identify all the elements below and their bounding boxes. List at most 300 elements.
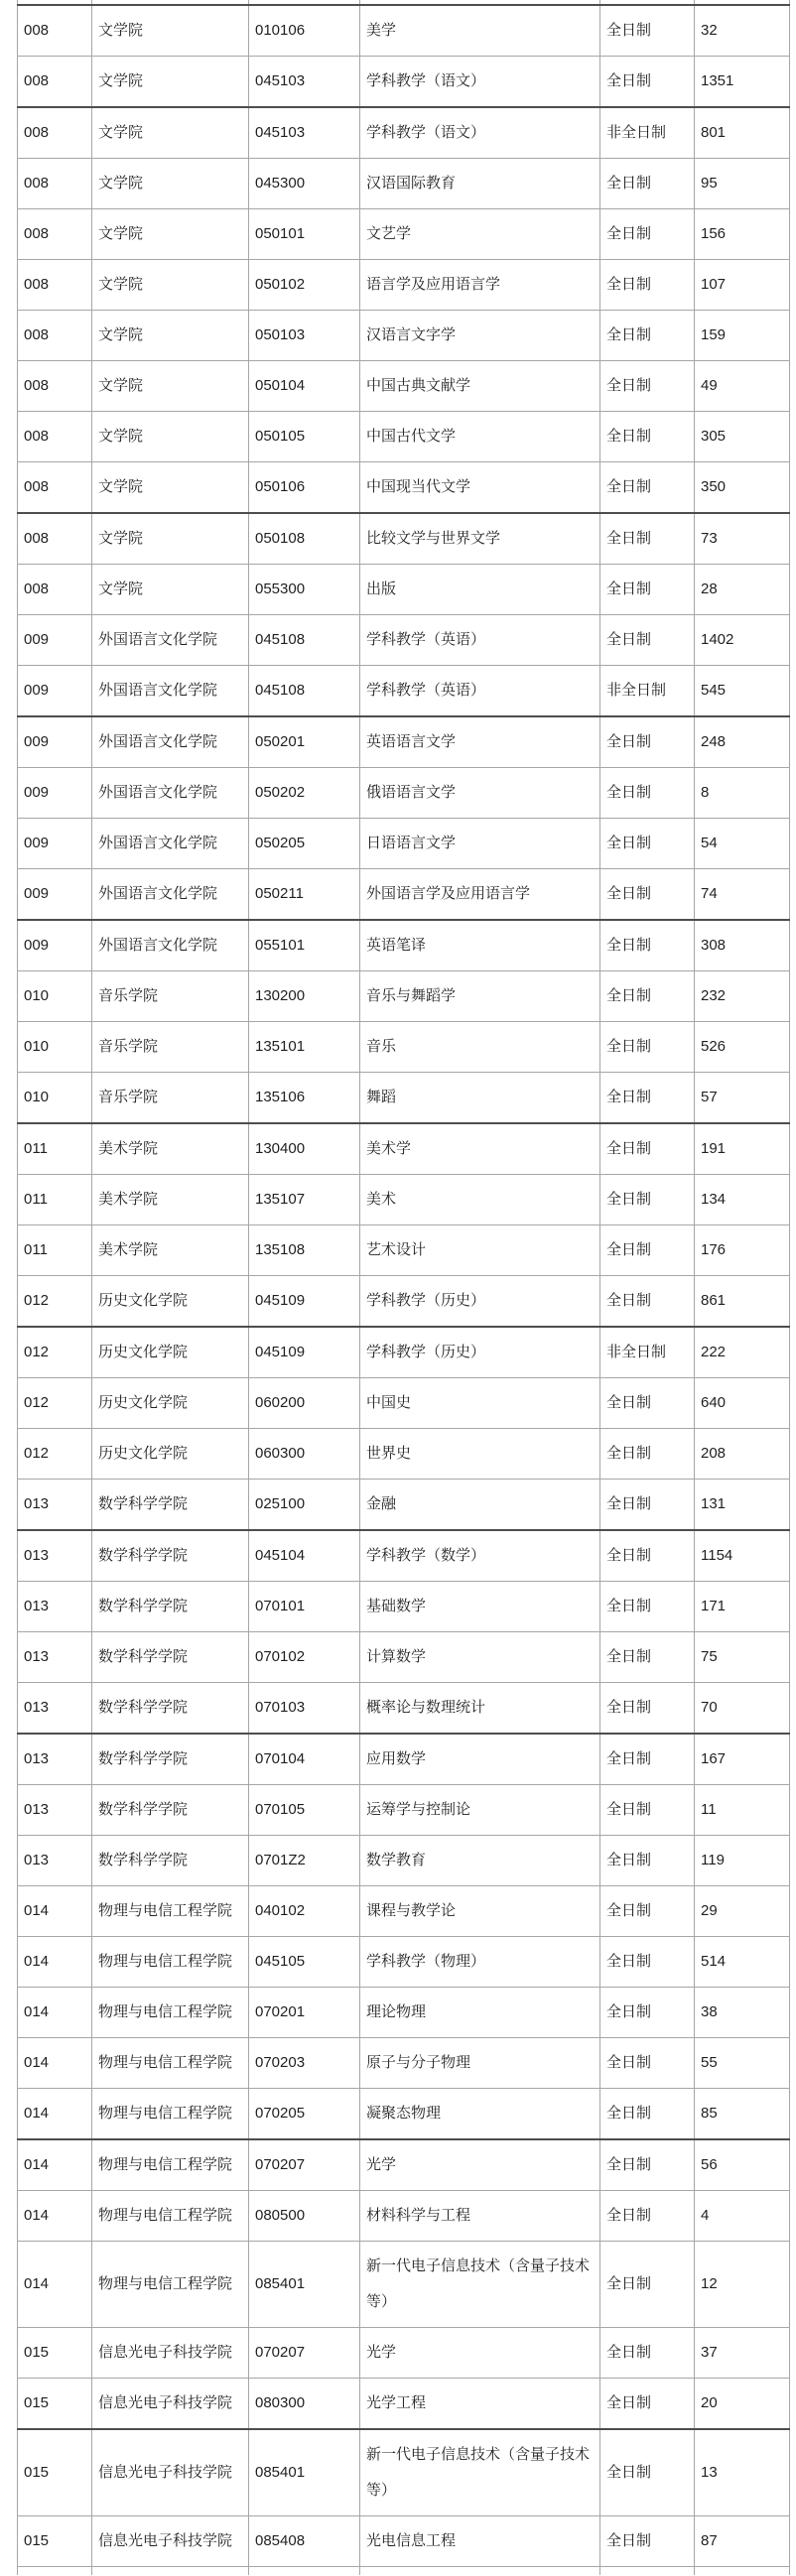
cell-college: 信息光电子科技学院	[92, 2379, 249, 2430]
table-row	[18, 819, 790, 869]
partial-cell	[600, 2567, 695, 2576]
cell-college: 物理与电信工程学院	[92, 2038, 249, 2089]
cell-college: 文学院	[92, 107, 249, 159]
cell-college: 文学院	[92, 159, 249, 209]
cell-college: 信息光电子科技学院	[92, 2328, 249, 2379]
cell-program-code: 085401	[249, 2429, 360, 2516]
cell-study-mode: 全日制	[600, 615, 695, 666]
cell-unit-code: 010	[18, 971, 92, 1022]
cell-study-mode: 全日制	[600, 1022, 695, 1073]
cell-study-mode: 全日制	[600, 1276, 695, 1328]
table-row	[18, 2429, 790, 2516]
cell-program-code: 060200	[249, 1378, 360, 1429]
cell-applicant-count: 208	[695, 1429, 790, 1480]
cell-unit-code: 008	[18, 311, 92, 361]
cell-program-code: 050211	[249, 869, 360, 921]
cell-applicant-count: 640	[695, 1378, 790, 1429]
cell-unit-code: 009	[18, 615, 92, 666]
cell-study-mode: 全日制	[600, 159, 695, 209]
cell-college: 文学院	[92, 311, 249, 361]
table-row	[18, 2089, 790, 2140]
cell-study-mode: 全日制	[600, 819, 695, 869]
cell-unit-code: 011	[18, 1225, 92, 1276]
cell-program-code: 135107	[249, 1175, 360, 1225]
cell-applicant-count: 134	[695, 1175, 790, 1225]
cell-unit-code: 014	[18, 1988, 92, 2038]
cell-program-code: 085401	[249, 2242, 360, 2328]
cell-applicant-count: 73	[695, 513, 790, 565]
cell-program-code: 045104	[249, 1530, 360, 1582]
cell-program-name: 汉语言文字学	[360, 311, 600, 361]
cell-college: 物理与电信工程学院	[92, 2139, 249, 2191]
table-row	[18, 513, 790, 565]
cell-unit-code: 009	[18, 666, 92, 717]
table-row	[18, 5, 790, 57]
table-row	[18, 1836, 790, 1886]
cell-study-mode: 全日制	[600, 2429, 695, 2516]
cell-program-code: 050108	[249, 513, 360, 565]
cell-program-name: 计算数学	[360, 1632, 600, 1683]
table-row	[18, 2328, 790, 2379]
table-row	[18, 666, 790, 717]
cell-applicant-count: 171	[695, 1582, 790, 1632]
cell-college: 物理与电信工程学院	[92, 2089, 249, 2140]
cell-program-code: 050202	[249, 768, 360, 819]
cell-program-code: 070103	[249, 1683, 360, 1735]
cell-college: 外国语言文化学院	[92, 920, 249, 971]
table-row	[18, 1073, 790, 1124]
cell-unit-code: 014	[18, 1886, 92, 1937]
table-row	[18, 1582, 790, 1632]
cell-program-name: 学科教学（数学）	[360, 1530, 600, 1582]
cell-program-code: 130200	[249, 971, 360, 1022]
cell-college: 历史文化学院	[92, 1276, 249, 1328]
cell-applicant-count: 75	[695, 1632, 790, 1683]
cell-program-name: 英语笔译	[360, 920, 600, 971]
cell-college: 外国语言文化学院	[92, 768, 249, 819]
table-row	[18, 2191, 790, 2242]
cell-study-mode: 全日制	[600, 1886, 695, 1937]
cell-study-mode: 全日制	[600, 971, 695, 1022]
cell-college: 信息光电子科技学院	[92, 2429, 249, 2516]
cell-college: 物理与电信工程学院	[92, 1886, 249, 1937]
cell-applicant-count: 131	[695, 1480, 790, 1531]
cell-college: 文学院	[92, 565, 249, 615]
cell-study-mode: 全日制	[600, 2328, 695, 2379]
cell-program-code: 070203	[249, 2038, 360, 2089]
cell-program-code: 085408	[249, 2516, 360, 2567]
cell-applicant-count: 526	[695, 1022, 790, 1073]
cell-program-name: 俄语语言文学	[360, 768, 600, 819]
cell-college: 文学院	[92, 209, 249, 260]
cell-college: 外国语言文化学院	[92, 716, 249, 768]
table-row	[18, 57, 790, 108]
cell-study-mode: 全日制	[600, 1988, 695, 2038]
cell-applicant-count: 514	[695, 1937, 790, 1988]
table-row	[18, 1175, 790, 1225]
cell-program-code: 050102	[249, 260, 360, 311]
cell-study-mode: 全日制	[600, 1429, 695, 1480]
partial-bottom-body	[18, 2567, 790, 2576]
cell-applicant-count: 119	[695, 1836, 790, 1886]
cell-program-name: 光学	[360, 2328, 600, 2379]
cell-unit-code: 008	[18, 361, 92, 412]
cell-applicant-count: 8	[695, 768, 790, 819]
cell-unit-code: 012	[18, 1429, 92, 1480]
cell-college: 文学院	[92, 462, 249, 514]
table-row	[18, 260, 790, 311]
cell-unit-code: 009	[18, 716, 92, 768]
cell-program-code: 070207	[249, 2328, 360, 2379]
cell-college: 文学院	[92, 5, 249, 57]
cell-applicant-count: 107	[695, 260, 790, 311]
cell-study-mode: 全日制	[600, 1073, 695, 1124]
cell-applicant-count: 222	[695, 1327, 790, 1378]
cell-applicant-count: 4	[695, 2191, 790, 2242]
cell-study-mode: 全日制	[600, 1632, 695, 1683]
cell-program-name: 中国现当代文学	[360, 462, 600, 514]
cell-program-name: 艺术设计	[360, 1225, 600, 1276]
table-row	[18, 920, 790, 971]
cell-program-name: 金融	[360, 1480, 600, 1531]
cell-program-name: 世界史	[360, 1429, 600, 1480]
cell-program-name: 中国古代文学	[360, 412, 600, 462]
cell-applicant-count: 350	[695, 462, 790, 514]
cell-unit-code: 015	[18, 2516, 92, 2567]
cell-program-code: 130400	[249, 1123, 360, 1175]
cell-program-name: 文艺学	[360, 209, 600, 260]
cell-unit-code: 008	[18, 5, 92, 57]
cell-program-code: 135101	[249, 1022, 360, 1073]
cell-program-name: 理论物理	[360, 1988, 600, 2038]
cell-program-name: 舞蹈	[360, 1073, 600, 1124]
cell-study-mode: 全日制	[600, 2139, 695, 2191]
table-row	[18, 1734, 790, 1785]
cell-program-code: 080300	[249, 2379, 360, 2430]
cell-college: 数学科学学院	[92, 1530, 249, 1582]
partial-cell	[18, 2567, 92, 2576]
cell-applicant-count: 191	[695, 1123, 790, 1175]
cell-program-code: 050205	[249, 819, 360, 869]
cell-program-name: 美术	[360, 1175, 600, 1225]
cell-program-code: 040102	[249, 1886, 360, 1937]
cell-unit-code: 015	[18, 2429, 92, 2516]
cell-unit-code: 013	[18, 1734, 92, 1785]
cell-college: 外国语言文化学院	[92, 819, 249, 869]
cell-unit-code: 010	[18, 1073, 92, 1124]
cell-program-name: 数学教育	[360, 1836, 600, 1886]
cell-applicant-count: 12	[695, 2242, 790, 2328]
cell-unit-code: 008	[18, 565, 92, 615]
cell-college: 物理与电信工程学院	[92, 1937, 249, 1988]
cell-applicant-count: 305	[695, 412, 790, 462]
cell-unit-code: 014	[18, 2139, 92, 2191]
cell-unit-code: 014	[18, 2242, 92, 2328]
cell-program-name: 原子与分子物理	[360, 2038, 600, 2089]
table-row	[18, 1530, 790, 1582]
cell-program-code: 070105	[249, 1785, 360, 1836]
cell-unit-code: 015	[18, 2328, 92, 2379]
cell-study-mode: 全日制	[600, 1378, 695, 1429]
cell-program-code: 010106	[249, 5, 360, 57]
cell-study-mode: 全日制	[600, 1785, 695, 1836]
cell-study-mode: 全日制	[600, 2089, 695, 2140]
cell-study-mode: 全日制	[600, 2516, 695, 2567]
cell-study-mode: 非全日制	[600, 1327, 695, 1378]
cell-unit-code: 013	[18, 1836, 92, 1886]
cell-program-name: 课程与教学论	[360, 1886, 600, 1937]
table-row	[18, 1937, 790, 1988]
cell-study-mode: 全日制	[600, 209, 695, 260]
cell-program-code: 045105	[249, 1937, 360, 1988]
cell-applicant-count: 20	[695, 2379, 790, 2430]
cell-program-code: 050104	[249, 361, 360, 412]
cell-college: 文学院	[92, 412, 249, 462]
cell-program-code: 045103	[249, 57, 360, 108]
cell-program-code: 050103	[249, 311, 360, 361]
cell-applicant-count: 49	[695, 361, 790, 412]
table-row	[18, 2139, 790, 2191]
cell-applicant-count: 545	[695, 666, 790, 717]
cell-applicant-count: 156	[695, 209, 790, 260]
cell-applicant-count: 1351	[695, 57, 790, 108]
cell-unit-code: 013	[18, 1785, 92, 1836]
cell-program-code: 050101	[249, 209, 360, 260]
cell-program-code: 070104	[249, 1734, 360, 1785]
table-row	[18, 1480, 790, 1531]
cell-program-code: 070207	[249, 2139, 360, 2191]
cell-college: 数学科学学院	[92, 1785, 249, 1836]
table-row	[18, 107, 790, 159]
cell-study-mode: 全日制	[600, 1225, 695, 1276]
cell-college: 美术学院	[92, 1225, 249, 1276]
cell-unit-code: 014	[18, 2038, 92, 2089]
cell-college: 数学科学学院	[92, 1582, 249, 1632]
table-row	[18, 971, 790, 1022]
cell-program-name: 光学	[360, 2139, 600, 2191]
table-row	[18, 462, 790, 514]
cell-college: 外国语言文化学院	[92, 666, 249, 717]
cell-program-code: 060300	[249, 1429, 360, 1480]
cell-unit-code: 009	[18, 819, 92, 869]
cell-unit-code: 008	[18, 260, 92, 311]
cell-program-code: 070201	[249, 1988, 360, 2038]
cell-college: 美术学院	[92, 1123, 249, 1175]
cell-unit-code: 014	[18, 2089, 92, 2140]
partial-cell	[92, 2567, 249, 2576]
cell-applicant-count: 308	[695, 920, 790, 971]
cell-study-mode: 全日制	[600, 1836, 695, 1886]
cell-study-mode: 全日制	[600, 1530, 695, 1582]
cell-applicant-count: 56	[695, 2139, 790, 2191]
cell-college: 物理与电信工程学院	[92, 2242, 249, 2328]
cell-program-name: 学科教学（语文）	[360, 107, 600, 159]
cell-unit-code: 011	[18, 1123, 92, 1175]
cell-unit-code: 012	[18, 1378, 92, 1429]
cell-applicant-count: 74	[695, 869, 790, 921]
cell-study-mode: 全日制	[600, 1937, 695, 1988]
table-row	[18, 565, 790, 615]
cell-program-name: 学科教学（语文）	[360, 57, 600, 108]
cell-study-mode: 全日制	[600, 716, 695, 768]
table-row	[18, 1123, 790, 1175]
partial-cell	[249, 2567, 360, 2576]
cell-unit-code: 008	[18, 412, 92, 462]
cell-applicant-count: 159	[695, 311, 790, 361]
cell-unit-code: 015	[18, 2379, 92, 2430]
cell-college: 文学院	[92, 57, 249, 108]
cell-unit-code: 008	[18, 513, 92, 565]
cell-study-mode: 全日制	[600, 1683, 695, 1735]
cell-college: 数学科学学院	[92, 1836, 249, 1886]
cell-study-mode: 全日制	[600, 768, 695, 819]
cell-study-mode: 全日制	[600, 869, 695, 921]
cell-unit-code: 011	[18, 1175, 92, 1225]
partial-row-bottom	[18, 2567, 790, 2576]
cell-college: 音乐学院	[92, 1022, 249, 1073]
cell-applicant-count: 167	[695, 1734, 790, 1785]
cell-unit-code: 008	[18, 209, 92, 260]
cell-college: 数学科学学院	[92, 1480, 249, 1531]
cell-college: 信息光电子科技学院	[92, 2516, 249, 2567]
cell-program-code: 045109	[249, 1276, 360, 1328]
cell-program-name: 音乐	[360, 1022, 600, 1073]
cell-applicant-count: 232	[695, 971, 790, 1022]
table-row	[18, 1632, 790, 1683]
table-row	[18, 1886, 790, 1937]
cell-study-mode: 全日制	[600, 1734, 695, 1785]
cell-unit-code: 009	[18, 869, 92, 921]
table-row	[18, 768, 790, 819]
admissions-table	[17, 0, 790, 2575]
cell-program-name: 光学工程	[360, 2379, 600, 2430]
cell-study-mode: 全日制	[600, 1175, 695, 1225]
cell-college: 历史文化学院	[92, 1429, 249, 1480]
cell-college: 数学科学学院	[92, 1683, 249, 1735]
cell-college: 数学科学学院	[92, 1734, 249, 1785]
cell-program-name: 英语语言文学	[360, 716, 600, 768]
cell-college: 历史文化学院	[92, 1378, 249, 1429]
cell-unit-code: 013	[18, 1530, 92, 1582]
cell-college: 数学科学学院	[92, 1632, 249, 1683]
table-row	[18, 2379, 790, 2430]
cell-applicant-count: 1154	[695, 1530, 790, 1582]
cell-program-name: 光电信息工程	[360, 2516, 600, 2567]
table-row	[18, 716, 790, 768]
cell-college: 文学院	[92, 513, 249, 565]
partial-cell	[360, 2567, 600, 2576]
cell-applicant-count: 861	[695, 1276, 790, 1328]
cell-program-name: 基础数学	[360, 1582, 600, 1632]
cell-applicant-count: 38	[695, 1988, 790, 2038]
cell-study-mode: 非全日制	[600, 107, 695, 159]
cell-applicant-count: 248	[695, 716, 790, 768]
cell-applicant-count: 95	[695, 159, 790, 209]
cell-program-code: 135108	[249, 1225, 360, 1276]
cell-college: 物理与电信工程学院	[92, 1988, 249, 2038]
cell-college: 文学院	[92, 361, 249, 412]
table-row	[18, 615, 790, 666]
cell-applicant-count: 13	[695, 2429, 790, 2516]
cell-applicant-count: 29	[695, 1886, 790, 1937]
cell-program-name: 材料科学与工程	[360, 2191, 600, 2242]
cell-program-name: 中国史	[360, 1378, 600, 1429]
cell-program-code: 045108	[249, 615, 360, 666]
cell-applicant-count: 55	[695, 2038, 790, 2089]
table-row	[18, 1785, 790, 1836]
table-row	[18, 1022, 790, 1073]
cell-program-code: 045103	[249, 107, 360, 159]
table-row	[18, 1683, 790, 1735]
cell-study-mode: 全日制	[600, 1582, 695, 1632]
cell-unit-code: 013	[18, 1632, 92, 1683]
cell-college: 外国语言文化学院	[92, 869, 249, 921]
table-row	[18, 209, 790, 260]
cell-program-name: 音乐与舞蹈学	[360, 971, 600, 1022]
cell-program-name: 学科教学（历史）	[360, 1327, 600, 1378]
cell-unit-code: 012	[18, 1327, 92, 1378]
cell-program-code: 045108	[249, 666, 360, 717]
cell-college: 外国语言文化学院	[92, 615, 249, 666]
cell-study-mode: 全日制	[600, 2379, 695, 2430]
cell-program-code: 055101	[249, 920, 360, 971]
cell-program-code: 0701Z2	[249, 1836, 360, 1886]
table-row	[18, 1276, 790, 1328]
cell-unit-code: 009	[18, 920, 92, 971]
cell-college: 物理与电信工程学院	[92, 2191, 249, 2242]
cell-program-name: 应用数学	[360, 1734, 600, 1785]
cell-program-name: 概率论与数理统计	[360, 1683, 600, 1735]
cell-program-code: 080500	[249, 2191, 360, 2242]
cell-program-code: 135106	[249, 1073, 360, 1124]
cell-study-mode: 全日制	[600, 57, 695, 108]
cell-study-mode: 全日制	[600, 513, 695, 565]
cell-college: 历史文化学院	[92, 1327, 249, 1378]
table-row	[18, 2242, 790, 2328]
cell-college: 美术学院	[92, 1175, 249, 1225]
cell-applicant-count: 1402	[695, 615, 790, 666]
cell-unit-code: 008	[18, 462, 92, 514]
cell-program-name: 中国古典文献学	[360, 361, 600, 412]
cell-applicant-count: 54	[695, 819, 790, 869]
cell-study-mode: 全日制	[600, 2242, 695, 2328]
cell-applicant-count: 85	[695, 2089, 790, 2140]
cell-applicant-count: 11	[695, 1785, 790, 1836]
cell-study-mode: 全日制	[600, 2038, 695, 2089]
cell-unit-code: 012	[18, 1276, 92, 1328]
cell-study-mode: 全日制	[600, 920, 695, 971]
cell-program-name: 新一代电子信息技术（含量子技术等）	[360, 2429, 600, 2516]
cell-college: 音乐学院	[92, 1073, 249, 1124]
cell-study-mode: 全日制	[600, 412, 695, 462]
cell-college: 音乐学院	[92, 971, 249, 1022]
cell-program-name: 美学	[360, 5, 600, 57]
cell-program-name: 比较文学与世界文学	[360, 513, 600, 565]
cell-unit-code: 008	[18, 107, 92, 159]
cell-program-name: 学科教学（历史）	[360, 1276, 600, 1328]
cell-unit-code: 008	[18, 57, 92, 108]
cell-program-name: 学科教学（物理）	[360, 1937, 600, 1988]
cell-unit-code: 014	[18, 1937, 92, 1988]
admissions-table-body	[18, 5, 790, 2567]
cell-program-code: 050201	[249, 716, 360, 768]
cell-program-name: 凝聚态物理	[360, 2089, 600, 2140]
cell-program-code: 050106	[249, 462, 360, 514]
cell-program-name: 学科教学（英语）	[360, 666, 600, 717]
cell-college: 文学院	[92, 260, 249, 311]
cell-study-mode: 全日制	[600, 1123, 695, 1175]
cell-applicant-count: 57	[695, 1073, 790, 1124]
